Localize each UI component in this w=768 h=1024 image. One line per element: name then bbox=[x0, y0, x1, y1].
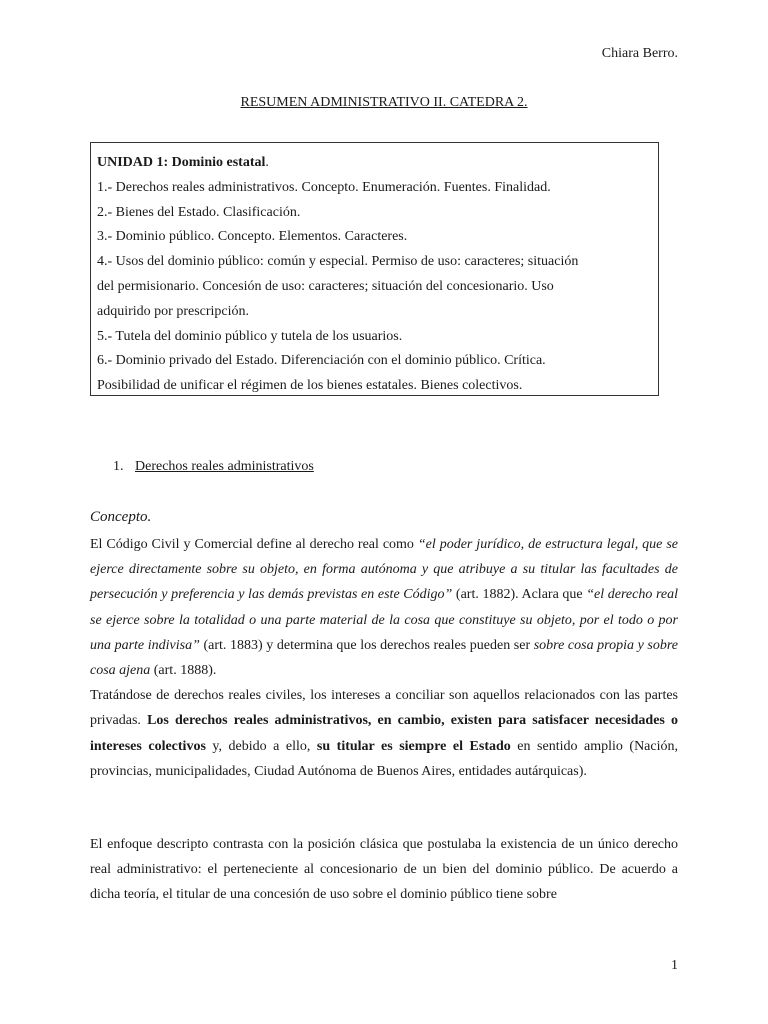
page-number: 1 bbox=[671, 958, 678, 973]
unit-line: adquirido por prescripción. bbox=[97, 303, 250, 319]
unit-heading bbox=[97, 151, 658, 176]
text-run: Tratándose de derechos reales civiles, los intereses a conciliar son aquellos relacionados con las partes privadas. bbox=[90, 688, 678, 729]
section-heading bbox=[113, 459, 314, 475]
paragraph-definition-part2 bbox=[90, 683, 678, 784]
unit-line: 2.- Bienes del Estado. Clasificación. bbox=[97, 204, 301, 220]
bold-run: su titular es siempre el Estado bbox=[316, 738, 511, 754]
text-run: en sentido amplio (Nación, provincias, municipalidades, Ciudad Autónoma de Buenos Aires, entidades autárquicas). bbox=[90, 738, 678, 779]
text-run: (art. 1883) y determina que los derechos reales pueden ser bbox=[199, 637, 534, 653]
concept-label-text: Concepto bbox=[90, 509, 148, 525]
unit-line: 6.- Dominio privado del Estado. Diferenciación con el dominio público. Crítica. bbox=[97, 353, 546, 369]
unit-line: 3.- Dominio público. Concepto. Elementos. Caracteres. bbox=[97, 229, 408, 245]
paragraph-definition-part1 bbox=[90, 532, 678, 683]
section-title: Derechos reales administrativos bbox=[135, 459, 314, 474]
paragraph-definition bbox=[90, 532, 678, 784]
unit-line: 5.- Tutela del dominio público y tutela de los usuarios. bbox=[97, 328, 403, 344]
unit-heading-suffix: . bbox=[265, 155, 269, 170]
author-name: Chiara Berro. bbox=[601, 46, 678, 61]
unit-line: del permisionario. Concesión de uso: caracteres; situación del concesionario. Uso bbox=[97, 278, 554, 294]
quote-run: “el poder jurídico, de estructura legal, que se ejerce directamente sobre su objeto, en forma autónoma y que atribuye a su titular las facultades de persecución y preferencia y las demás previstas en este Código” bbox=[90, 537, 678, 603]
text-run: (art. 1882). Aclara que bbox=[452, 587, 587, 603]
paragraph-classic-text: El enfoque descripto contrasta con la posición clásica que postulaba la existencia de un único derecho real administrativo: el perteneciente al concesionario de un bien del dominio público. De acuerdo a dicha teoría, el titular de una concesión de uso sobre el dominio público tiene sobre bbox=[90, 837, 678, 903]
quote-run: “el derecho real se ejerce sobre la totalidad o una parte material de la cosa que constituye su objeto, por el todo o por una parte indivisa” bbox=[90, 587, 678, 653]
text-run: (art. 1888). bbox=[150, 663, 217, 679]
text-run: y, debido a ello, bbox=[205, 738, 317, 754]
text-run: El Código Civil y Comercial define al derecho real como bbox=[90, 537, 418, 552]
section-number: 1. bbox=[113, 459, 124, 474]
bold-run: Los derechos reales administrativos, en cambio, existen para satisfacer necesidades o intereses colectivos bbox=[90, 713, 678, 754]
paragraph-classic-position bbox=[90, 832, 678, 908]
quote-run: sobre cosa propia y sobre cosa ajena bbox=[90, 637, 678, 679]
unit-line: 4.- Usos del dominio público: común y especial. Permiso de uso: caracteres; situación bbox=[97, 254, 579, 270]
unit-heading-bold: UNIDAD 1: Dominio estatal bbox=[97, 155, 266, 170]
unit-line: Posibilidad de unificar el régimen de los bienes estatales. Bienes colectivos. bbox=[97, 378, 523, 394]
unit-summary-box bbox=[90, 142, 659, 396]
concept-label bbox=[90, 509, 151, 526]
document-title: RESUMEN ADMINISTRATIVO II. CATEDRA 2. bbox=[240, 95, 528, 110]
unit-line: 1.- Derechos reales administrativos. Concepto. Enumeración. Fuentes. Finalidad. bbox=[97, 179, 551, 195]
concept-label-suffix: . bbox=[147, 509, 152, 525]
